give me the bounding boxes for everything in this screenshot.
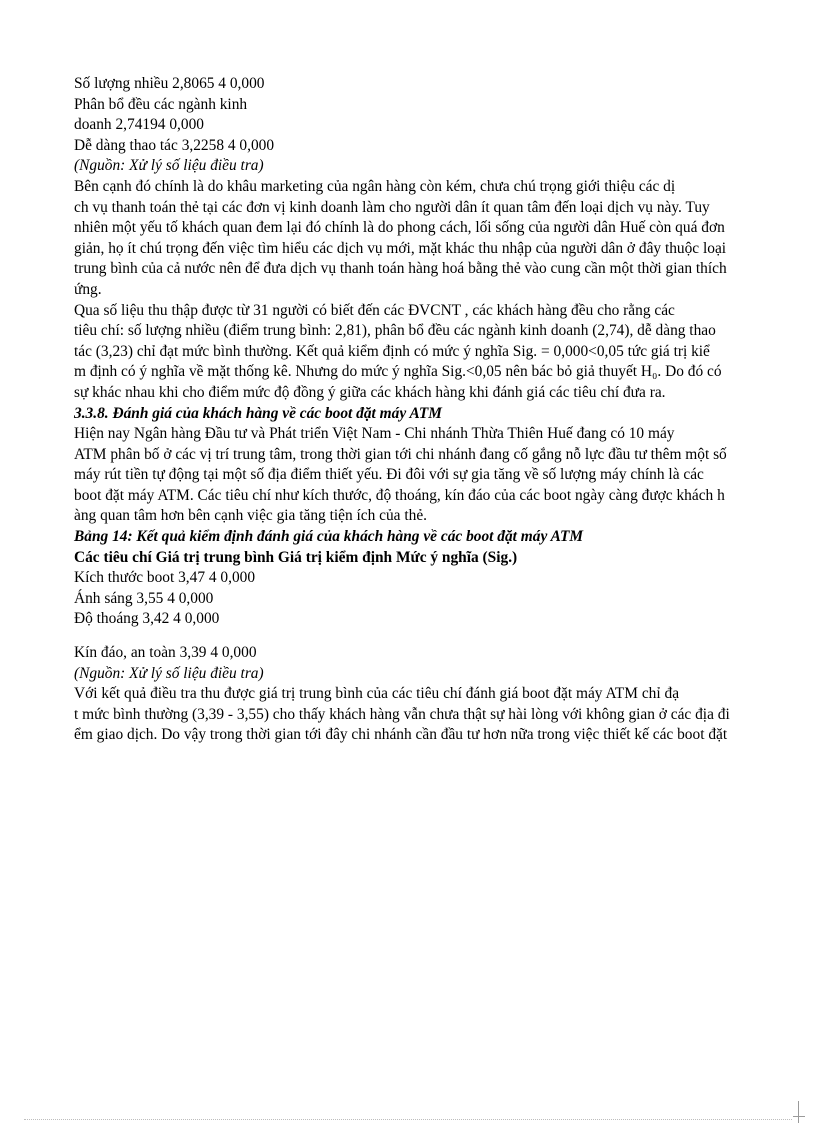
spacer <box>74 630 764 643</box>
table-row: Phân bổ đều các ngành kinh <box>74 95 248 113</box>
text-line: tác (3,23) chỉ đạt mức bình thường. Kết quả kiểm định có mức ý nghĩa Sig. = 0,000<0,05 tức giá trị kiể <box>74 342 710 360</box>
table-header: Các tiêu chí Giá trị trung bình Giá trị kiểm định Mức ý nghĩa (Sig.) <box>74 548 518 566</box>
paragraph-conclusion <box>74 684 764 746</box>
document-page <box>74 74 764 746</box>
text-line: sự khác nhau khi cho điểm mức độ đồng ý giữa các khách hàng khi đánh giá các tiêu chí đưa ra. <box>74 383 666 401</box>
source-note: (Nguồn: Xử lý số liệu điều tra) <box>74 157 264 175</box>
text-line: àng quan tâm hơn bên cạnh việc gia tăng tiện ích của thẻ. <box>74 507 428 525</box>
text-line: trung bình của cả nước nên để đưa dịch vụ thanh toán hàng hoá bằng thẻ vào cung cần một thời gian thích <box>74 260 727 278</box>
table-row: Ánh sáng 3,55 4 0,000 <box>74 589 214 607</box>
text-line: boot đặt máy ATM. Các tiêu chí như kích thước, độ thoáng, kín đáo của các boot ngày càng được khách h <box>74 486 725 504</box>
table-title: Bảng 14: Kết quả kiểm định đánh giá của khách hàng về các boot đặt máy ATM <box>74 528 584 546</box>
text-line: Với kết quả điều tra thu được giá trị trung bình của các tiêu chí đánh giá boot đặt máy ATM chỉ đạ <box>74 685 680 703</box>
table-row: Kích thước boot 3,47 4 0,000 <box>74 569 256 587</box>
table-row: Độ thoáng 3,42 4 0,000 <box>74 610 220 628</box>
text-line: tiêu chí: số lượng nhiều (điểm trung bình: 2,81), phân bổ đều các ngành kinh doanh (2,74), dễ dàng thao <box>74 322 716 340</box>
table-row: Kín đáo, an toàn 3,39 4 0,000 <box>74 644 257 662</box>
paragraph-survey <box>74 301 764 404</box>
text-line: t mức bình thường (3,39 - 3,55) cho thấy khách hàng vẫn chưa thật sự hài lòng với không gian ở các địa đi <box>74 705 730 723</box>
table-row: Số lượng nhiều 2,8065 4 0,000 <box>74 75 265 92</box>
table-row: Dễ dàng thao tác 3,2258 4 0,000 <box>74 136 275 154</box>
page-corner-mark <box>793 1101 805 1123</box>
text-line: Qua số liệu thu thập được từ 31 người có biết đến các ĐVCNT , các khách hàng đều cho rằng các <box>74 301 675 319</box>
table-row: doanh 2,74194 0,000 <box>74 116 204 134</box>
source-note: (Nguồn: Xử lý số liệu điều tra) <box>74 664 264 682</box>
section-heading: 3.3.8. Đánh giá của khách hàng về các boot đặt máy ATM <box>74 404 442 422</box>
text-line: ch vụ thanh toán thẻ tại các đơn vị kinh doanh làm cho người dân ít quan tâm đến loại dịch vụ này. Tuy <box>74 198 710 216</box>
text-line: ểm giao dịch. Do vậy trong thời gian tới đây chi nhánh cần đầu tư hơn nữa trong việc thiết kế các boot đặt <box>74 726 728 744</box>
corner-mark-horizontal <box>793 1116 805 1117</box>
paragraph-atm <box>74 424 764 527</box>
text-line: máy rút tiền tự động tại một số địa điểm thiết yếu. Đi đôi với sự gia tăng về số lượng máy chính là các <box>74 466 704 484</box>
text-line: m định có ý nghĩa về mặt thống kê. Nhưng do mức ý nghĩa Sig.<0,05 nên bác bỏ giả thuyết H₀. Do đó có <box>74 363 722 381</box>
text-line: ứng. <box>74 280 102 298</box>
page-bottom-rule <box>24 1119 792 1120</box>
paragraph-marketing <box>74 177 764 301</box>
text-line: nhiên một yếu tố khách quan đem lại đó chính là do phong cách, lối sống của người dân Huế còn quá đơn <box>74 219 725 237</box>
corner-mark-vertical <box>798 1101 799 1123</box>
text-line: giản, họ ít chú trọng đến việc tìm hiểu các dịch vụ mới, mặt khác thu nhập của người dân ở đây thuộc loại <box>74 239 727 257</box>
text-line: Hiện nay Ngân hàng Đầu tư và Phát triển Việt Nam - Chi nhánh Thừa Thiên Huế đang có 10 máy <box>74 425 675 443</box>
text-line: ATM phân bố ở các vị trí trung tâm, trong thời gian tới chi nhánh đang cố gắng nỗ lực đầu tư thêm một số <box>74 445 727 463</box>
text-line: Bên cạnh đó chính là do khâu marketing của ngân hàng còn kém, chưa chú trọng giới thiệu các dị <box>74 177 676 195</box>
